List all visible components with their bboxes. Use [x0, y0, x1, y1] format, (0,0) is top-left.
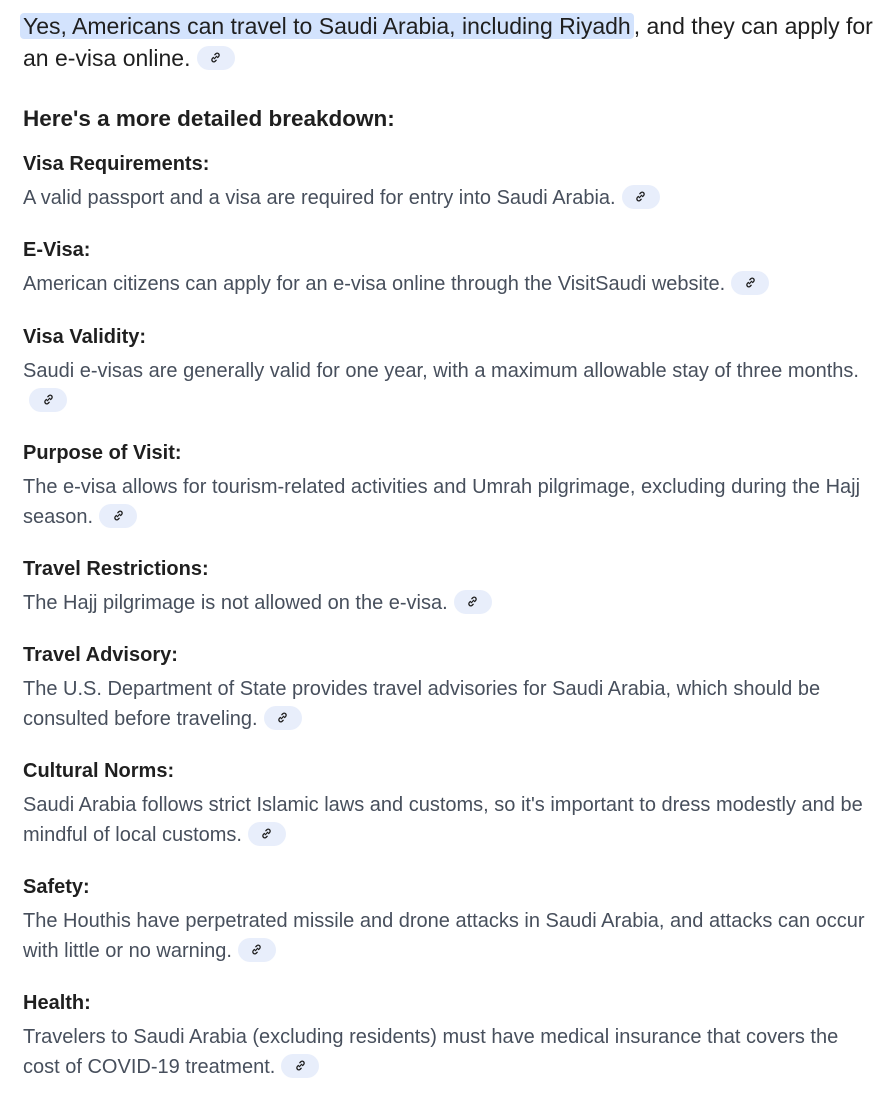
link-icon: [250, 943, 263, 956]
intro-rest: , and they can apply for an e-visa online.: [23, 13, 873, 71]
source-link-chip[interactable]: [248, 822, 286, 846]
item-text: Saudi Arabia follows strict Islamic laws and customs, so it's important to dress modestly and be mindful of local customs.: [23, 794, 863, 846]
item-label: Purpose of Visit:: [23, 442, 182, 464]
item-health: [23, 990, 875, 1082]
source-link-chip[interactable]: [622, 185, 660, 209]
response-content: [23, 10, 875, 1078]
item-label: Visa Requirements:: [23, 153, 210, 175]
source-link-chip[interactable]: [731, 271, 769, 295]
item-label: Health:: [23, 992, 91, 1014]
link-icon: [294, 1059, 307, 1072]
item-travel-restrictions: [23, 556, 875, 618]
item-visa-requirements: [23, 151, 875, 213]
item-text: The e-visa allows for tourism-related activities and Umrah pilgrimage, excluding during the Hajj season.: [23, 476, 861, 528]
highlighted-answer: Yes, Americans can travel to Saudi Arabia, including Riyadh: [20, 13, 634, 39]
item-label: Travel Restrictions:: [23, 558, 209, 580]
item-cultural-norms: [23, 758, 875, 850]
link-icon: [209, 51, 222, 64]
item-purpose-of-visit: [23, 440, 875, 532]
source-link-chip[interactable]: [281, 1054, 319, 1078]
item-e-visa: [23, 237, 875, 299]
item-safety: [23, 874, 875, 966]
link-icon: [276, 711, 289, 724]
source-link-chip[interactable]: [454, 590, 492, 614]
item-text: American citizens can apply for an e-visa online through the VisitSaudi website.: [23, 269, 875, 299]
breakdown-heading: Here's a more detailed breakdown:: [23, 106, 395, 131]
item-text: Travelers to Saudi Arabia (excluding residents) must have medical insurance that covers the cost of COVID-19 treatment.: [23, 1026, 839, 1078]
item-text: A valid passport and a visa are required for entry into Saudi Arabia.: [23, 183, 875, 213]
item-text: The Houthis have perpetrated missile and drone attacks in Saudi Arabia, and attacks can occur with little or no warning.: [23, 910, 865, 962]
link-icon: [260, 827, 273, 840]
item-text: Saudi e-visas are generally valid for one year, with a maximum allowable stay of three months.: [23, 356, 875, 416]
link-icon: [634, 190, 647, 203]
item-label: Cultural Norms:: [23, 760, 175, 782]
item-text: The Hajj pilgrimage is not allowed on the e-visa.: [23, 588, 875, 618]
source-link-chip[interactable]: [264, 706, 302, 730]
link-icon: [112, 509, 125, 522]
source-link-chip[interactable]: [197, 46, 235, 70]
source-link-chip[interactable]: [238, 938, 276, 962]
link-icon: [466, 595, 479, 608]
item-text: The U.S. Department of State provides travel advisories for Saudi Arabia, which should be consulted before traveling.: [23, 678, 821, 730]
item-travel-advisory: [23, 642, 875, 734]
link-icon: [42, 393, 55, 406]
source-link-chip[interactable]: [29, 388, 67, 412]
item-label: Visa Validity:: [23, 326, 147, 348]
item-label: Safety:: [23, 876, 90, 898]
item-visa-validity: [23, 324, 875, 416]
item-label: Travel Advisory:: [23, 644, 178, 666]
item-label: E-Visa:: [23, 239, 91, 261]
source-link-chip[interactable]: [99, 504, 137, 528]
intro-paragraph: [23, 10, 875, 74]
link-icon: [744, 276, 757, 289]
